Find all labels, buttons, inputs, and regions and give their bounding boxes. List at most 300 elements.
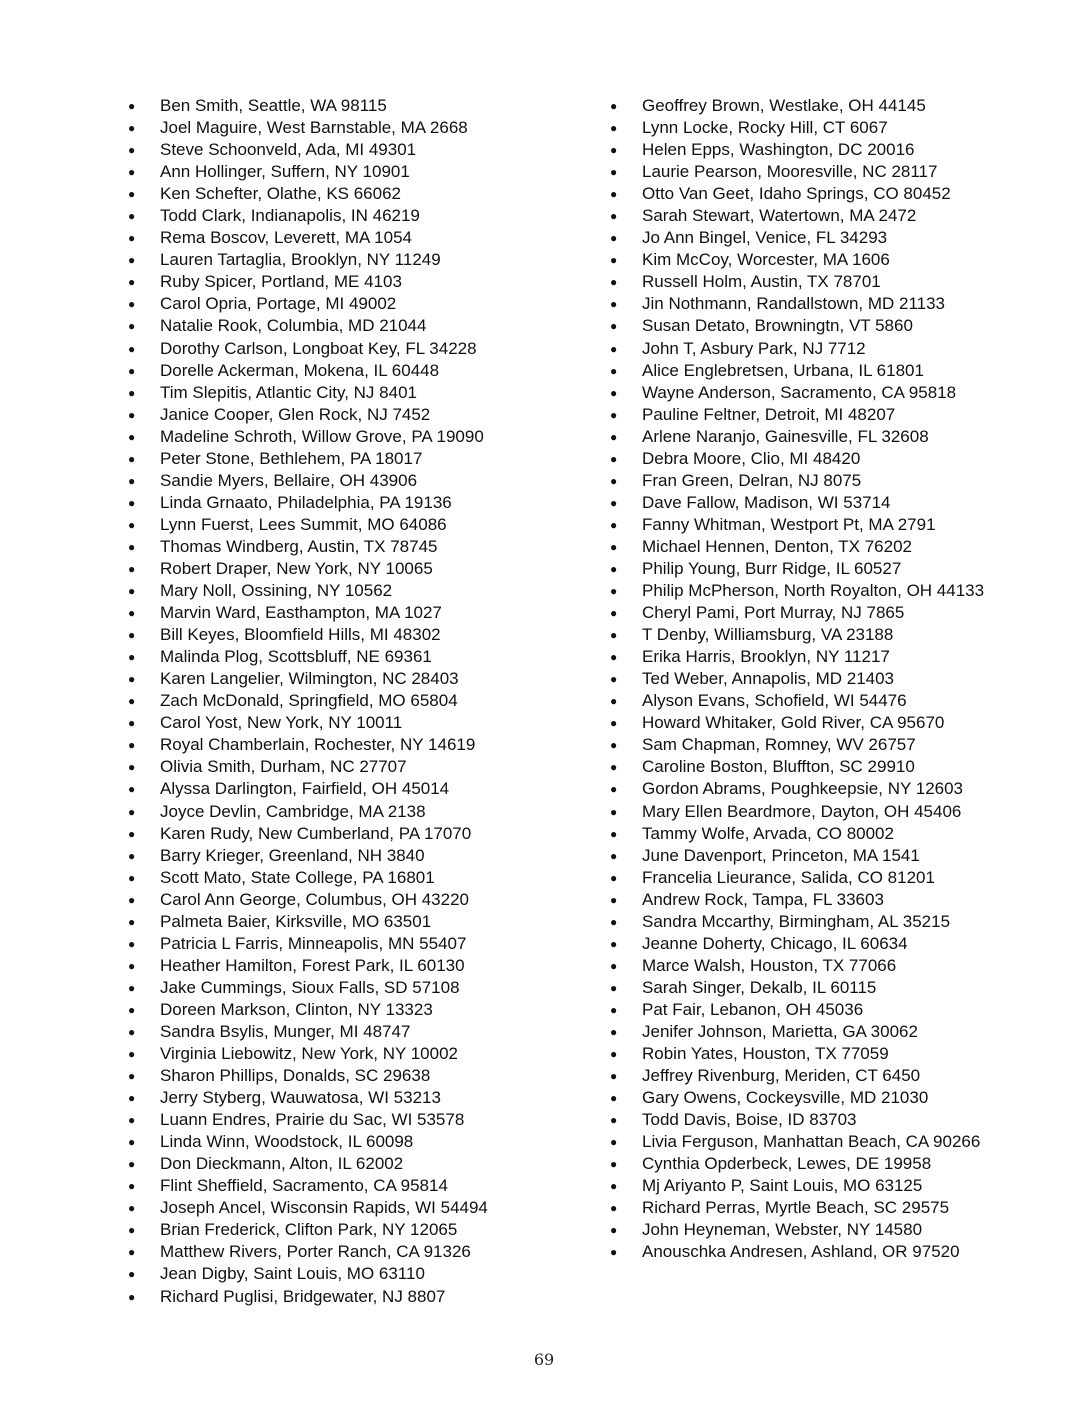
entry-text: Sandra Mccarthy, Birmingham, AL 35215: [642, 911, 951, 931]
list-item: [128, 1043, 548, 1065]
entry-text: Carol Ann George, Columbus, OH 43220: [160, 889, 470, 909]
entry-text: Philip Young, Burr Ridge, IL 60527: [642, 558, 902, 578]
bullet-icon: ●: [610, 275, 618, 290]
entry-text: Karen Rudy, New Cumberland, PA 17070: [160, 823, 472, 843]
entry-text: Barry Krieger, Greenland, NH 3840: [160, 845, 425, 865]
list-item: [128, 1109, 548, 1131]
entry-text: Madeline Schroth, Willow Grove, PA 19090: [160, 426, 484, 446]
list-item: [128, 823, 548, 845]
list-item: [128, 1219, 548, 1241]
list-item: [128, 889, 548, 911]
bullet-icon: ●: [610, 143, 618, 158]
bullet-icon: ●: [610, 517, 618, 532]
entry-text: Flint Sheffield, Sacramento, CA 95814: [160, 1176, 448, 1196]
bullet-icon: ●: [128, 1267, 136, 1282]
entry-text: Jeffrey Rivenburg, Meriden, CT 6450: [642, 1066, 921, 1086]
bullet-icon: ●: [610, 187, 618, 202]
entry-text: Jake Cummings, Sioux Falls, SD 57108: [160, 977, 460, 997]
list-item: [128, 139, 548, 161]
list-item: [128, 249, 548, 271]
list-item: [128, 955, 548, 977]
bullet-icon: ●: [128, 716, 136, 731]
entry-text: Jean Digby, Saint Louis, MO 63110: [160, 1264, 425, 1284]
list-item: [610, 668, 1000, 690]
bullet-icon: ●: [610, 760, 618, 775]
entry-text: Robert Draper, New York, NY 10065: [160, 558, 433, 578]
bullet-icon: ●: [610, 99, 618, 113]
bullet-icon: ●: [610, 892, 618, 907]
entry-text: Marvin Ward, Easthampton, MA 1027: [160, 603, 442, 623]
bullet-icon: ●: [610, 848, 618, 863]
list-item: [128, 690, 548, 712]
bullet-icon: ●: [128, 760, 136, 775]
entry-text: Linda Grnaato, Philadelphia, PA 19136: [160, 492, 452, 512]
bullet-icon: ●: [128, 143, 136, 158]
entry-text: John T, Asbury Park, NJ 7712: [642, 338, 866, 358]
list-item: [128, 492, 548, 514]
entry-text: Alyson Evans, Schofield, WI 54476: [642, 691, 907, 711]
entry-text: Alice Englebretsen, Urbana, IL 61801: [642, 360, 924, 380]
list-item: [610, 514, 1000, 536]
list-item: [128, 536, 548, 558]
list-item: [128, 1065, 548, 1087]
bullet-icon: ●: [128, 782, 136, 797]
entry-text: Patricia L Farris, Minneapolis, MN 55407: [160, 933, 467, 953]
bullet-icon: ●: [610, 694, 618, 709]
bullet-icon: ●: [610, 958, 618, 973]
bullet-icon: ●: [610, 297, 618, 312]
entry-text: Dave Fallow, Madison, WI 53714: [642, 492, 891, 512]
list-item: [610, 977, 1000, 999]
bullet-icon: ●: [128, 628, 136, 643]
entry-text: Janice Cooper, Glen Rock, NJ 7452: [160, 404, 431, 424]
entry-text: Zach McDonald, Springfield, MO 65804: [160, 691, 458, 711]
entry-text: Fran Green, Delran, NJ 8075: [642, 470, 862, 490]
entry-text: Howard Whitaker, Gold River, CA 95670: [642, 713, 945, 733]
entry-text: Royal Chamberlain, Rochester, NY 14619: [160, 735, 476, 755]
entry-text: Cynthia Opderbeck, Lewes, DE 19958: [642, 1154, 932, 1174]
bullet-icon: ●: [610, 385, 618, 400]
list-item: [610, 911, 1000, 933]
entry-text: Todd Davis, Boise, ID 83703: [642, 1110, 857, 1130]
list-item: [610, 845, 1000, 867]
bullet-icon: ●: [610, 980, 618, 995]
list-item: [610, 448, 1000, 470]
bullet-icon: ●: [128, 1069, 136, 1084]
list-item: [128, 426, 548, 448]
bullet-icon: ●: [610, 650, 618, 665]
list-item: [610, 933, 1000, 955]
entry-text: Philip McPherson, North Royalton, OH 44133: [642, 581, 985, 601]
bullet-icon: ●: [610, 606, 618, 621]
list-item: [128, 1087, 548, 1109]
entry-text: Sharon Phillips, Donalds, SC 29638: [160, 1066, 431, 1086]
entry-text: Scott Mato, State College, PA 16801: [160, 867, 435, 887]
list-item: [610, 470, 1000, 492]
bullet-icon: ●: [128, 1002, 136, 1017]
bullet-icon: ●: [610, 1024, 618, 1039]
list-item: [610, 624, 1000, 646]
bullet-icon: ●: [128, 958, 136, 973]
bullet-icon: ●: [610, 429, 618, 444]
bullet-icon: ●: [128, 1245, 136, 1260]
list-item: [128, 514, 548, 536]
entry-text: Otto Van Geet, Idaho Springs, CO 80452: [642, 184, 951, 204]
entry-text: Ruby Spicer, Portland, ME 4103: [160, 272, 402, 292]
entry-text: Marce Walsh, Houston, TX 77066: [642, 955, 897, 975]
bullet-icon: ●: [128, 275, 136, 290]
list-item: [610, 1043, 1000, 1065]
entry-text: Jin Nothmann, Randallstown, MD 21133: [642, 294, 946, 314]
bullet-icon: ●: [128, 980, 136, 995]
bullet-icon: ●: [610, 341, 618, 356]
entry-text: Laurie Pearson, Mooresville, NC 28117: [642, 162, 938, 182]
list-item: [610, 580, 1000, 602]
entry-text: Lauren Tartaglia, Brooklyn, NY 11249: [160, 250, 441, 270]
entry-text: Linda Winn, Woodstock, IL 60098: [160, 1132, 414, 1152]
bullet-icon: ●: [610, 165, 618, 180]
bullet-icon: ●: [610, 804, 618, 819]
bullet-icon: ●: [610, 914, 618, 929]
bullet-icon: ●: [128, 495, 136, 510]
entry-text: Luann Endres, Prairie du Sac, WI 53578: [160, 1110, 465, 1130]
bullet-icon: ●: [610, 1157, 618, 1172]
entry-text: Mj Ariyanto P, Saint Louis, MO 63125: [642, 1176, 923, 1196]
entry-text: Jerry Styberg, Wauwatosa, WI 53213: [160, 1088, 441, 1108]
bullet-icon: ●: [128, 341, 136, 356]
entry-text: Virginia Liebowitz, New York, NY 10002: [160, 1044, 458, 1064]
bullet-icon: ●: [128, 429, 136, 444]
list-item: [610, 360, 1000, 382]
entry-text: Caroline Boston, Bluffton, SC 29910: [642, 757, 915, 777]
bullet-icon: ●: [610, 584, 618, 599]
list-item: [610, 1175, 1000, 1197]
list-item: [128, 1153, 548, 1175]
list-item: [610, 117, 1000, 139]
bullet-icon: ●: [128, 99, 136, 113]
bullet-icon: ●: [128, 319, 136, 334]
bullet-icon: ●: [610, 473, 618, 488]
bullet-icon: ●: [610, 253, 618, 268]
list-item: [610, 492, 1000, 514]
bullet-icon: ●: [128, 561, 136, 576]
bullet-icon: ●: [610, 826, 618, 841]
bullet-icon: ●: [610, 407, 618, 422]
entry-text: T Denby, Williamsburg, VA 23188: [642, 625, 894, 645]
entry-text: Mary Noll, Ossining, NY 10562: [160, 581, 393, 601]
list-item: [128, 95, 548, 117]
entry-text: Sam Chapman, Romney, WV 26757: [642, 735, 916, 755]
bullet-icon: ●: [610, 1091, 618, 1106]
entry-text: Thomas Windberg, Austin, TX 78745: [160, 536, 438, 556]
entry-text: Sarah Singer, Dekalb, IL 60115: [642, 977, 877, 997]
entry-text: Todd Clark, Indianapolis, IN 46219: [160, 206, 420, 226]
entry-text: Don Dieckmann, Alton, IL 62002: [160, 1154, 404, 1174]
bullet-icon: ●: [128, 187, 136, 202]
entry-text: Arlene Naranjo, Gainesville, FL 32608: [642, 426, 929, 446]
entry-text: Ted Weber, Annapolis, MD 21403: [642, 669, 895, 689]
list-item: [610, 315, 1000, 337]
bullet-icon: ●: [128, 892, 136, 907]
list-item: [610, 889, 1000, 911]
bullet-icon: ●: [610, 319, 618, 334]
list-item: [128, 205, 548, 227]
entry-text: Tammy Wolfe, Arvada, CO 80002: [642, 823, 894, 843]
list-item: [610, 823, 1000, 845]
bullet-icon: ●: [128, 473, 136, 488]
entry-text: Wayne Anderson, Sacramento, CA 95818: [642, 382, 957, 402]
entry-text: Anouschka Andresen, Ashland, OR 97520: [642, 1242, 960, 1262]
entry-text: Kim McCoy, Worcester, MA 1606: [642, 250, 890, 270]
list-item: [610, 293, 1000, 315]
entry-text: Michael Hennen, Denton, TX 76202: [642, 536, 912, 556]
entry-text: Pat Fair, Lebanon, OH 45036: [642, 999, 864, 1019]
list-item: [610, 1109, 1000, 1131]
entry-text: Susan Detato, Browningtn, VT 5860: [642, 316, 913, 336]
entry-text: Ann Hollinger, Suffern, NY 10901: [160, 162, 410, 182]
list-item: [128, 404, 548, 426]
list-item: [128, 315, 548, 337]
list-item: [128, 1021, 548, 1043]
bullet-icon: ●: [128, 407, 136, 422]
list-item: [610, 778, 1000, 800]
bullet-icon: ●: [610, 451, 618, 466]
bullet-icon: ●: [128, 826, 136, 841]
entry-text: Joseph Ancel, Wisconsin Rapids, WI 54494: [160, 1198, 488, 1218]
list-item: [128, 1263, 548, 1285]
bullet-icon: ●: [128, 209, 136, 224]
list-item: [128, 117, 548, 139]
bullet-icon: ●: [128, 363, 136, 378]
bullet-icon: ●: [128, 1157, 136, 1172]
list-item: [128, 734, 548, 756]
list-item: [128, 183, 548, 205]
bullet-icon: ●: [610, 672, 618, 687]
bullet-icon: ●: [610, 738, 618, 753]
bullet-icon: ●: [610, 209, 618, 224]
bullet-icon: ●: [610, 1069, 618, 1084]
list-item: [610, 382, 1000, 404]
entry-text: Helen Epps, Washington, DC 20016: [642, 140, 915, 160]
bullet-icon: ●: [610, 1047, 618, 1062]
bullet-icon: ●: [610, 495, 618, 510]
list-item: [128, 999, 548, 1021]
list-item: [128, 977, 548, 999]
list-item: [128, 1175, 548, 1197]
entry-text: Alyssa Darlington, Fairfield, OH 45014: [160, 779, 450, 799]
bullet-icon: ●: [128, 297, 136, 312]
list-item: [610, 227, 1000, 249]
entry-text: Heather Hamilton, Forest Park, IL 60130: [160, 955, 465, 975]
list-item: [128, 1131, 548, 1153]
list-item: [128, 911, 548, 933]
list-item: [610, 646, 1000, 668]
bullet-icon: ●: [610, 561, 618, 576]
bullet-icon: ●: [128, 1024, 136, 1039]
bullet-icon: ●: [128, 672, 136, 687]
list-item: [128, 845, 548, 867]
list-item: [128, 382, 548, 404]
bullet-icon: ●: [128, 1201, 136, 1216]
entry-text: Bill Keyes, Bloomfield Hills, MI 48302: [160, 625, 441, 645]
list-item: [610, 955, 1000, 977]
entry-text: Dorelle Ackerman, Mokena, IL 60448: [160, 360, 440, 380]
list-item: [128, 448, 548, 470]
list-item: [610, 404, 1000, 426]
entry-text: Malinda Plog, Scottsbluff, NE 69361: [160, 647, 432, 667]
list-item: [610, 801, 1000, 823]
list-item: [610, 205, 1000, 227]
entry-text: Robin Yates, Houston, TX 77059: [642, 1044, 889, 1064]
entry-text: Peter Stone, Bethlehem, PA 18017: [160, 448, 423, 468]
bullet-icon: ●: [610, 1179, 618, 1194]
list-item: [610, 756, 1000, 778]
list-item: [610, 139, 1000, 161]
list-item: [610, 338, 1000, 360]
entry-text: Ken Schefter, Olathe, KS 66062: [160, 184, 401, 204]
list-item: [128, 778, 548, 800]
bullet-icon: ●: [128, 738, 136, 753]
list-item: [610, 1065, 1000, 1087]
entry-text: Jo Ann Bingel, Venice, FL 34293: [642, 228, 888, 248]
list-item: [610, 1219, 1000, 1241]
bullet-icon: ●: [128, 517, 136, 532]
entry-text: Karen Langelier, Wilmington, NC 28403: [160, 669, 459, 689]
list-item: [128, 602, 548, 624]
list-item: [128, 558, 548, 580]
list-item: [610, 95, 1000, 117]
bullet-icon: ●: [128, 606, 136, 621]
entry-text: Russell Holm, Austin, TX 78701: [642, 272, 881, 292]
entry-text: Jeanne Doherty, Chicago, IL 60634: [642, 933, 908, 953]
list-item: [128, 293, 548, 315]
bullet-icon: ●: [128, 121, 136, 136]
bullet-icon: ●: [128, 584, 136, 599]
list-item: [610, 1131, 1000, 1153]
bullet-icon: ●: [128, 1289, 136, 1304]
entry-text: Doreen Markson, Clinton, NY 13323: [160, 999, 433, 1019]
list-item: [610, 999, 1000, 1021]
entry-text: Andrew Rock, Tampa, FL 33603: [642, 889, 884, 909]
list-item: [610, 867, 1000, 889]
bullet-icon: ●: [610, 716, 618, 731]
list-item: [610, 249, 1000, 271]
entry-text: Cheryl Pami, Port Murray, NJ 7865: [642, 603, 905, 623]
entry-text: Gary Owens, Cockeysville, MD 21030: [642, 1088, 929, 1108]
entry-text: Palmeta Baier, Kirksville, MO 63501: [160, 911, 432, 931]
list-item: [610, 602, 1000, 624]
list-item: [610, 1241, 1000, 1263]
list-item: [610, 1153, 1000, 1175]
list-item: [610, 426, 1000, 448]
bullet-icon: ●: [128, 694, 136, 709]
bullet-icon: ●: [128, 1179, 136, 1194]
list-item: [128, 1286, 548, 1308]
entry-text: Geoffrey Brown, Westlake, OH 44145: [642, 96, 926, 115]
entry-text: Sandra Bsylis, Munger, MI 48747: [160, 1021, 411, 1041]
list-item: [128, 624, 548, 646]
bullet-icon: ●: [610, 1245, 618, 1260]
bullet-icon: ●: [128, 848, 136, 863]
list-item: [128, 668, 548, 690]
bullet-icon: ●: [610, 1002, 618, 1017]
right-column-list: [610, 95, 1000, 1263]
list-item: [610, 1197, 1000, 1219]
bullet-icon: ●: [610, 1113, 618, 1128]
bullet-icon: ●: [610, 870, 618, 885]
bullet-icon: ●: [610, 231, 618, 246]
entry-text: Pauline Feltner, Detroit, MI 48207: [642, 404, 896, 424]
entry-text: Dorothy Carlson, Longboat Key, FL 34228: [160, 338, 477, 358]
bullet-icon: ●: [128, 165, 136, 180]
entry-text: Matthew Rivers, Porter Ranch, CA 91326: [160, 1242, 471, 1262]
bullet-icon: ●: [128, 385, 136, 400]
bullet-icon: ●: [610, 1223, 618, 1238]
bullet-icon: ●: [610, 782, 618, 797]
entry-text: Lynn Fuerst, Lees Summit, MO 64086: [160, 514, 447, 534]
list-item: [610, 183, 1000, 205]
entry-text: John Heyneman, Webster, NY 14580: [642, 1220, 923, 1240]
entry-text: Livia Ferguson, Manhattan Beach, CA 90266: [642, 1132, 981, 1152]
bullet-icon: ●: [128, 1091, 136, 1106]
bullet-icon: ●: [128, 451, 136, 466]
bullet-icon: ●: [610, 1135, 618, 1150]
entry-text: Richard Perras, Myrtle Beach, SC 29575: [642, 1198, 950, 1218]
list-item: [128, 933, 548, 955]
bullet-icon: ●: [610, 363, 618, 378]
list-item: [128, 756, 548, 778]
list-item: [610, 558, 1000, 580]
bullet-icon: ●: [610, 539, 618, 554]
list-item: [128, 1241, 548, 1263]
entry-text: Richard Puglisi, Bridgewater, NJ 8807: [160, 1286, 446, 1306]
list-item: [610, 536, 1000, 558]
bullet-icon: ●: [128, 1047, 136, 1062]
bullet-icon: ●: [128, 804, 136, 819]
list-item: [128, 338, 548, 360]
list-item: [128, 360, 548, 382]
entry-text: Joel Maguire, West Barnstable, MA 2668: [160, 118, 468, 138]
entry-text: Carol Yost, New York, NY 10011: [160, 713, 403, 733]
bullet-icon: ●: [610, 1201, 618, 1216]
list-item: [128, 1197, 548, 1219]
entry-text: Gordon Abrams, Poughkeepsie, NY 12603: [642, 779, 964, 799]
list-item: [128, 580, 548, 602]
entry-text: Rema Boscov, Leverett, MA 1054: [160, 228, 412, 248]
list-item: [610, 271, 1000, 293]
list-item: [610, 712, 1000, 734]
entry-text: June Davenport, Princeton, MA 1541: [642, 845, 920, 865]
entry-text: Fanny Whitman, Westport Pt, MA 2791: [642, 514, 936, 534]
entry-text: Francelia Lieurance, Salida, CO 81201: [642, 867, 935, 887]
entry-text: Joyce Devlin, Cambridge, MA 2138: [160, 801, 426, 821]
entry-text: Brian Frederick, Clifton Park, NY 12065: [160, 1220, 458, 1240]
bullet-icon: ●: [128, 539, 136, 554]
page-number: 69: [533, 1350, 555, 1369]
entry-text: Ben Smith, Seattle, WA 98115: [160, 96, 387, 115]
bullet-icon: ●: [128, 870, 136, 885]
bullet-icon: ●: [610, 936, 618, 951]
entry-text: Jenifer Johnson, Marietta, GA 30062: [642, 1021, 918, 1041]
list-item: [128, 161, 548, 183]
list-item: [610, 734, 1000, 756]
list-item: [128, 646, 548, 668]
entry-text: Steve Schoonveld, Ada, MI 49301: [160, 140, 417, 160]
list-item: [610, 1087, 1000, 1109]
bullet-icon: ●: [128, 1223, 136, 1238]
list-item: [610, 690, 1000, 712]
entry-text: Olivia Smith, Durham, NC 27707: [160, 757, 407, 777]
